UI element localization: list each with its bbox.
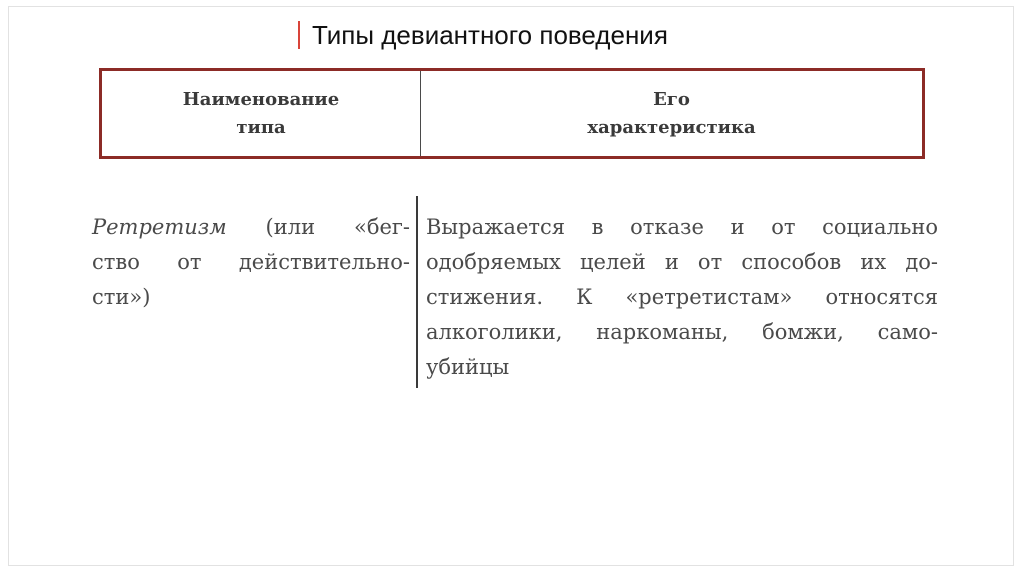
cell-type-name <box>92 210 410 315</box>
cell-right-line: Выражается в отказе и от социально <box>426 215 938 239</box>
table-header <box>99 68 925 159</box>
column-divider <box>416 196 418 388</box>
title-accent-bar <box>298 21 300 49</box>
cell-right-line: алкоголики, наркоманы, бомжи, само- <box>426 320 938 344</box>
table-row <box>92 196 942 388</box>
header-col2-line: Его <box>653 88 690 110</box>
slide-title-group <box>298 18 668 52</box>
header-col1-line: типа <box>236 116 286 138</box>
header-col1-line: Наименование <box>182 88 340 110</box>
cell-left-line: сти») <box>92 285 151 309</box>
slide-title: Типы девиантного поведения <box>312 19 668 50</box>
header-cell-characteristic <box>421 71 922 156</box>
header-cell-type-name <box>102 71 421 156</box>
cell-left-line <box>92 210 410 245</box>
cell-right-line: убийцы <box>426 355 510 379</box>
cell-characteristic <box>426 210 938 385</box>
cell-left-line: ство от действительно- <box>92 250 410 274</box>
cell-left-text: (или «бег- <box>226 215 410 239</box>
term-retreatism: Ретретизм <box>92 215 227 239</box>
cell-right-line: одобряемых целей и от способов их до- <box>426 250 938 274</box>
cell-right-line: стижения. К «ретретистам» относятся <box>426 285 938 309</box>
header-col2-line: характеристика <box>587 116 756 138</box>
